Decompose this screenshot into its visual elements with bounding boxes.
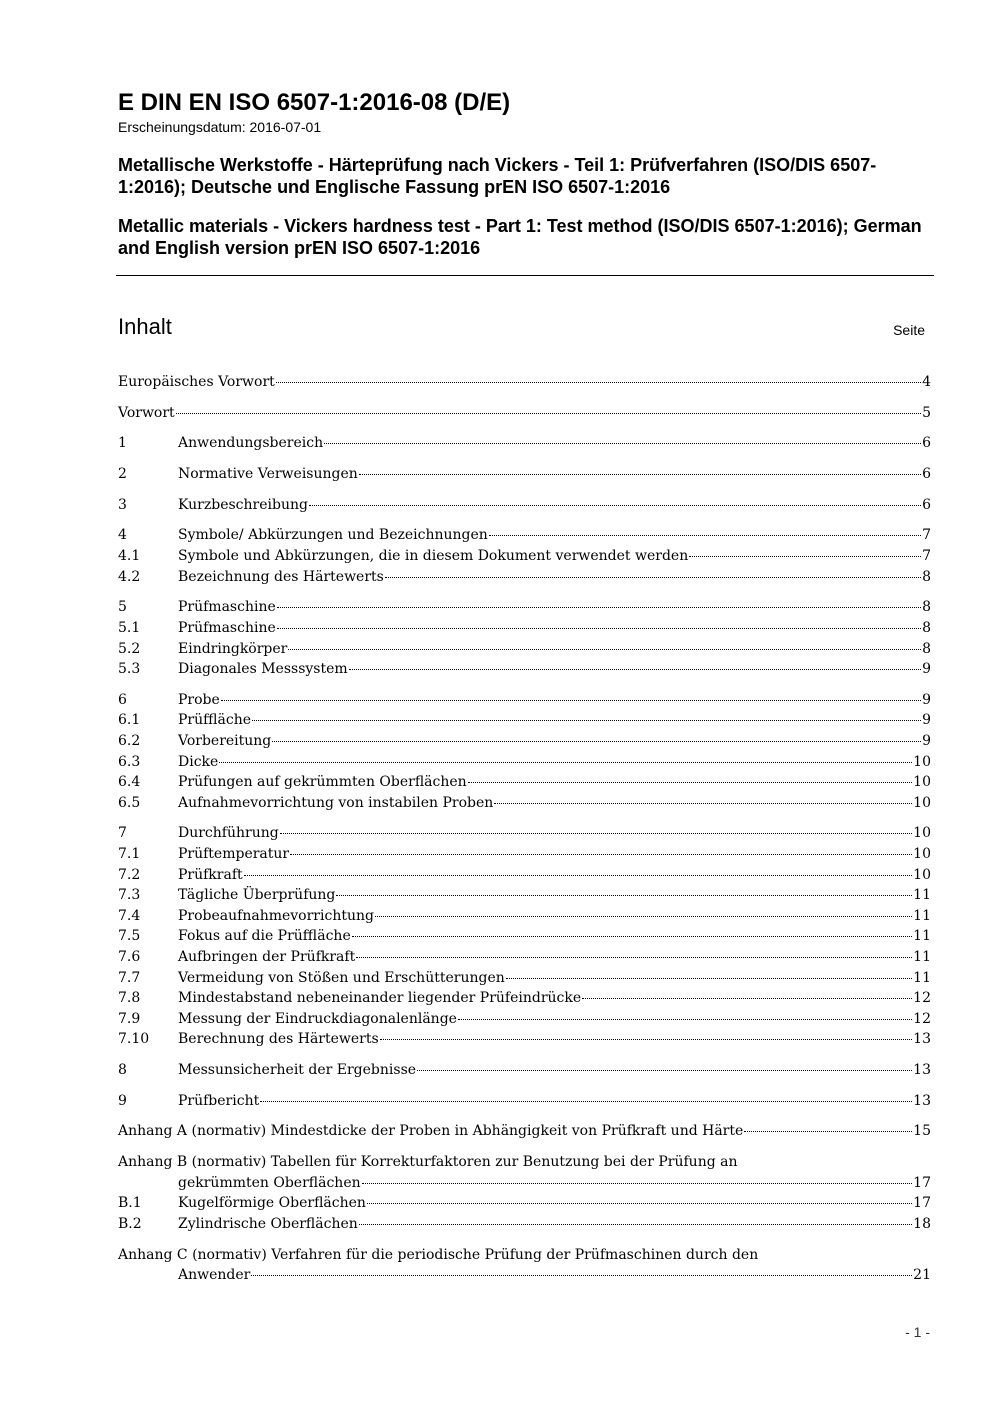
toc-entry-title: Prüftemperatur bbox=[178, 846, 290, 863]
toc-leader-dots bbox=[272, 740, 921, 742]
toc-entry-title: Messung der Eindruckdiagonalenlänge bbox=[178, 1010, 457, 1027]
toc-entry[interactable] bbox=[118, 793, 931, 814]
toc-entry-annex-b-line1[interactable] bbox=[118, 1152, 931, 1173]
toc-leader-dots bbox=[252, 719, 921, 721]
toc-entry-title: Vermeidung von Stößen und Erschütterungen bbox=[178, 969, 505, 986]
toc-entry-title: Probeaufnahmevorrichtung bbox=[178, 907, 374, 924]
toc-entry-title: Normative Verweisungen bbox=[178, 466, 358, 483]
toc-entry-annex-c-line2[interactable] bbox=[118, 1265, 931, 1286]
toc-entry-title: Europäisches Vorwort bbox=[118, 374, 275, 390]
toc-leader-dots bbox=[359, 1223, 912, 1225]
toc-entry-title: Fokus auf die Prüffläche bbox=[178, 928, 351, 945]
toc-entry-title: Mindestabstand nebeneinander liegender Prüfeindrücke bbox=[178, 990, 582, 1007]
toc-entry[interactable] bbox=[118, 710, 931, 731]
toc-entry[interactable] bbox=[118, 1193, 931, 1214]
toc-entry-number: 7.8 bbox=[118, 990, 141, 1007]
toc-entry-number: 7.6 bbox=[118, 949, 141, 965]
toc-entry-number: 7.9 bbox=[118, 1010, 141, 1027]
toc-entry-page: 11 bbox=[913, 887, 931, 904]
toc-entry-title: Anhang B (normativ) Tabellen für Korrekturfaktoren zur Benutzung bei der Prüfung an bbox=[118, 1154, 738, 1171]
toc-entry-page: 12 bbox=[913, 990, 931, 1007]
toc-entry-title: Dicke bbox=[178, 753, 219, 770]
toc-entry-page: 9 bbox=[922, 691, 931, 708]
toc-entry-page: 10 bbox=[913, 846, 931, 863]
toc-leader-dots bbox=[288, 648, 921, 650]
toc-entry[interactable] bbox=[118, 464, 931, 485]
toc-entry[interactable] bbox=[118, 906, 931, 927]
toc-entry[interactable] bbox=[118, 772, 931, 793]
toc-leader-dots bbox=[582, 997, 912, 999]
toc-entry-title: Anwender bbox=[178, 1267, 251, 1284]
title-english: Metallic materials - Vickers hardness test - Part 1: Test method (ISO/DIS 6507-1:2016); German and English version prEN ISO 6507-1:2016 bbox=[118, 216, 922, 258]
toc-entry[interactable] bbox=[118, 495, 931, 516]
toc-leader-dots bbox=[280, 832, 912, 834]
toc-entry-page: 15 bbox=[913, 1123, 931, 1140]
toc-entry-annex-c-line1[interactable] bbox=[118, 1245, 931, 1266]
toc-leader-dots bbox=[349, 668, 921, 670]
toc-entry-number: 4.1 bbox=[118, 548, 141, 565]
toc-leader-dots bbox=[468, 781, 912, 783]
toc-entry-number: 5 bbox=[118, 599, 127, 616]
toc-entry-page: 10 bbox=[913, 866, 931, 883]
toc-leader-dots bbox=[362, 1182, 913, 1184]
toc-entry[interactable] bbox=[118, 885, 931, 906]
toc-entry-title: Vorbereitung bbox=[178, 732, 272, 749]
toc-entry-number: 5.2 bbox=[118, 640, 141, 657]
toc-entry-number: B.2 bbox=[118, 1215, 142, 1232]
toc-entry-number: 7.2 bbox=[118, 866, 141, 883]
toc-entry-number: 6.4 bbox=[118, 774, 141, 791]
toc-entry-title: Prüfbericht bbox=[178, 1092, 260, 1109]
toc-leader-dots bbox=[689, 555, 921, 557]
toc-leader-dots bbox=[352, 935, 912, 937]
toc-entry-title: Tägliche Überprüfung bbox=[178, 887, 336, 904]
toc-entry-page: 10 bbox=[913, 825, 931, 842]
toc-leader-dots bbox=[458, 1018, 912, 1020]
toc-entry-page: 17 bbox=[913, 1174, 931, 1191]
toc-entry[interactable] bbox=[118, 1029, 931, 1050]
toc-entry-page: 10 bbox=[913, 794, 931, 811]
toc-entry-number: 5.1 bbox=[118, 619, 141, 636]
toc-entry-title: Prüfmaschine bbox=[178, 619, 276, 636]
toc-entry-number: 5.3 bbox=[118, 661, 141, 678]
toc-entry-title: Prüfungen auf gekrümmten Oberflächen bbox=[178, 774, 467, 791]
toc-entry-title: Prüffläche bbox=[178, 712, 252, 729]
toc-entry[interactable] bbox=[118, 865, 931, 886]
toc-entry[interactable] bbox=[118, 597, 931, 618]
toc-entry-title: Anhang A (normativ) Mindestdicke der Proben in Abhängigkeit von Prüfkraft und Härte bbox=[118, 1123, 744, 1140]
toc-entry-number: B.1 bbox=[118, 1195, 142, 1212]
toc-entry-annex-b-line2[interactable] bbox=[118, 1173, 931, 1194]
toc-entry-number: 7.7 bbox=[118, 969, 141, 986]
header-divider bbox=[116, 275, 934, 276]
toc-entry[interactable] bbox=[118, 731, 931, 752]
document-id: E DIN EN ISO 6507-1:2016-08 (D/E) bbox=[118, 89, 511, 116]
toc-leader-dots bbox=[489, 534, 921, 536]
toc-leader-dots bbox=[276, 381, 921, 383]
toc-entry[interactable] bbox=[118, 968, 931, 989]
toc-leader-dots bbox=[260, 1100, 912, 1102]
toc-entry-page: 6 bbox=[922, 496, 931, 513]
toc-leader-dots bbox=[359, 473, 921, 475]
toc-entry[interactable] bbox=[118, 1214, 931, 1235]
toc-entry[interactable] bbox=[118, 1009, 931, 1030]
toc-entry-title: Symbole/ Abkürzungen und Bezeichnungen bbox=[178, 527, 488, 544]
toc-page-label: Seite bbox=[893, 322, 925, 338]
toc-leader-dots bbox=[277, 627, 921, 629]
toc-entry-title: Probe bbox=[178, 691, 220, 708]
toc-entry[interactable] bbox=[118, 1091, 931, 1112]
toc-entry-page: 17 bbox=[913, 1195, 931, 1212]
toc-leader-dots bbox=[356, 956, 912, 958]
toc-entry-page: 21 bbox=[913, 1267, 931, 1284]
toc-entry-page: 5 bbox=[922, 404, 931, 421]
toc-entry-title: Prüfmaschine bbox=[178, 599, 276, 616]
toc-entry-page: 12 bbox=[913, 1010, 931, 1027]
toc-entry-title: Kurzbeschreibung bbox=[178, 496, 308, 513]
toc-entry-number: 1 bbox=[118, 435, 127, 452]
toc-entry-annex-a[interactable] bbox=[118, 1121, 931, 1142]
toc-entry-page: 6 bbox=[922, 435, 931, 452]
toc-entry-page: 4 bbox=[922, 374, 931, 390]
table-of-contents bbox=[118, 372, 931, 1286]
toc-entry-title: Messunsicherheit der Ergebnisse bbox=[178, 1062, 417, 1079]
toc-entry-number: 2 bbox=[118, 466, 127, 483]
toc-entry[interactable] bbox=[118, 567, 931, 588]
toc-entry-number: 7.5 bbox=[118, 928, 141, 945]
toc-heading: Inhalt bbox=[118, 314, 172, 339]
toc-entry-number: 3 bbox=[118, 496, 127, 513]
toc-entry-page: 8 bbox=[922, 640, 931, 657]
toc-entry-title: Anhang C (normativ) Verfahren für die periodische Prüfung der Prüfmaschinen durch den bbox=[118, 1246, 759, 1263]
document-header bbox=[118, 88, 933, 259]
toc-leader-dots bbox=[277, 606, 921, 608]
toc-entry[interactable] bbox=[118, 372, 931, 393]
toc-entry[interactable] bbox=[118, 926, 931, 947]
toc-leader-dots bbox=[176, 412, 921, 414]
toc-leader-dots bbox=[251, 1274, 912, 1276]
toc-entry-page: 13 bbox=[913, 1092, 931, 1109]
toc-entry-title: Aufnahmevorrichtung von instabilen Proben bbox=[178, 794, 494, 811]
toc-entry-number: 4 bbox=[118, 527, 127, 544]
toc-entry-page: 7 bbox=[922, 548, 931, 565]
toc-leader-dots bbox=[324, 442, 921, 444]
toc-entry-page: 7 bbox=[922, 527, 931, 544]
toc-entry-title: Kugelförmige Oberflächen bbox=[178, 1195, 366, 1212]
toc-entry-page: 8 bbox=[922, 568, 931, 585]
toc-entry[interactable] bbox=[118, 988, 931, 1009]
toc-entry-title: Symbole und Abkürzungen, die in diesem Dokument verwendet werden bbox=[178, 548, 689, 565]
toc-leader-dots bbox=[380, 1038, 912, 1040]
toc-entry[interactable] bbox=[118, 823, 931, 844]
toc-entry-page: 13 bbox=[913, 1062, 931, 1079]
toc-entry-title: Prüfkraft bbox=[178, 866, 243, 883]
toc-entry-title: Anwendungsbereich bbox=[178, 435, 324, 452]
toc-entry-number: 6.5 bbox=[118, 794, 141, 811]
toc-entry-title: Vorwort bbox=[118, 404, 175, 421]
toc-leader-dots bbox=[221, 699, 921, 701]
toc-entry-title: Berechnung des Härtewerts bbox=[178, 1031, 379, 1048]
toc-entry-page: 11 bbox=[913, 949, 931, 965]
toc-entry[interactable] bbox=[118, 844, 931, 865]
title-german: Metallische Werkstoffe - Härteprüfung nach Vickers - Teil 1: Prüfverfahren (ISO/DIS 6507-1:2016); Deutsche und Englische Fassung prEN ISO 6507-1:2016 bbox=[118, 155, 877, 197]
toc-entry[interactable] bbox=[118, 525, 931, 546]
toc-entry-number: 8 bbox=[118, 1062, 127, 1079]
toc-leader-dots bbox=[290, 853, 912, 855]
toc-entry-number: 6.2 bbox=[118, 732, 141, 749]
toc-entry-title: Eindringkörper bbox=[178, 640, 288, 657]
issue-date: Erscheinungsdatum: 2016-07-01 bbox=[118, 119, 322, 135]
toc-entry[interactable] bbox=[118, 659, 931, 680]
toc-entry-page: 11 bbox=[913, 928, 931, 945]
toc-entry[interactable] bbox=[118, 752, 931, 773]
toc-leader-dots bbox=[385, 576, 921, 578]
toc-leader-dots bbox=[219, 761, 912, 763]
toc-entry-number: 7.3 bbox=[118, 887, 141, 904]
toc-entry-number: 6.1 bbox=[118, 712, 141, 729]
toc-entry[interactable] bbox=[118, 690, 931, 711]
toc-entry-page: 18 bbox=[913, 1215, 931, 1232]
toc-leader-dots bbox=[336, 894, 912, 896]
toc-entry-title: Bezeichnung des Härtewerts bbox=[178, 568, 384, 585]
toc-entry[interactable] bbox=[118, 639, 931, 660]
toc-leader-dots bbox=[417, 1069, 912, 1071]
toc-entry-title: Durchführung bbox=[178, 825, 279, 842]
toc-entry-title: Aufbringen der Prüfkraft bbox=[178, 949, 356, 965]
toc-entry-page: 9 bbox=[922, 661, 931, 678]
toc-entry-page: 9 bbox=[922, 712, 931, 729]
toc-entry-page: 11 bbox=[913, 969, 931, 986]
toc-entry-page: 10 bbox=[913, 753, 931, 770]
toc-entry-page: 8 bbox=[922, 599, 931, 616]
toc-entry-number: 7.1 bbox=[118, 846, 141, 863]
toc-entry-number: 7.10 bbox=[118, 1031, 150, 1048]
toc-entry-page: 8 bbox=[922, 619, 931, 636]
toc-entry-number: 7 bbox=[118, 825, 127, 842]
toc-leader-dots bbox=[494, 802, 912, 804]
toc-entry[interactable] bbox=[118, 618, 931, 639]
toc-entry[interactable] bbox=[118, 433, 931, 454]
toc-entry-number: 6 bbox=[118, 691, 127, 708]
toc-entry-title: Diagonales Messsystem bbox=[178, 661, 348, 678]
toc-entry-title: gekrümmten Oberflächen bbox=[178, 1174, 361, 1191]
toc-entry[interactable] bbox=[118, 546, 931, 567]
toc-entry-number: 4.2 bbox=[118, 568, 141, 585]
toc-entry-page: 10 bbox=[913, 774, 931, 791]
toc-entry-number: 7.4 bbox=[118, 907, 141, 924]
toc-leader-dots bbox=[744, 1130, 912, 1132]
toc-entry-page: 9 bbox=[922, 732, 931, 749]
page-number: - 1 - bbox=[905, 1324, 930, 1340]
toc-leader-dots bbox=[244, 874, 913, 876]
toc-entry[interactable] bbox=[118, 403, 931, 424]
toc-entry-number: 6.3 bbox=[118, 753, 141, 770]
toc-entry-number: 9 bbox=[118, 1092, 127, 1109]
toc-entry-title: Zylindrische Oberflächen bbox=[178, 1215, 358, 1232]
toc-leader-dots bbox=[506, 977, 912, 979]
toc-leader-dots bbox=[309, 504, 921, 506]
toc-entry-page: 13 bbox=[913, 1031, 931, 1048]
toc-leader-dots bbox=[367, 1202, 912, 1204]
toc-entry[interactable] bbox=[118, 947, 931, 968]
toc-entry[interactable] bbox=[118, 1060, 931, 1081]
toc-entry-page: 11 bbox=[913, 907, 931, 924]
toc-leader-dots bbox=[375, 915, 912, 917]
toc-entry-page: 6 bbox=[922, 466, 931, 483]
